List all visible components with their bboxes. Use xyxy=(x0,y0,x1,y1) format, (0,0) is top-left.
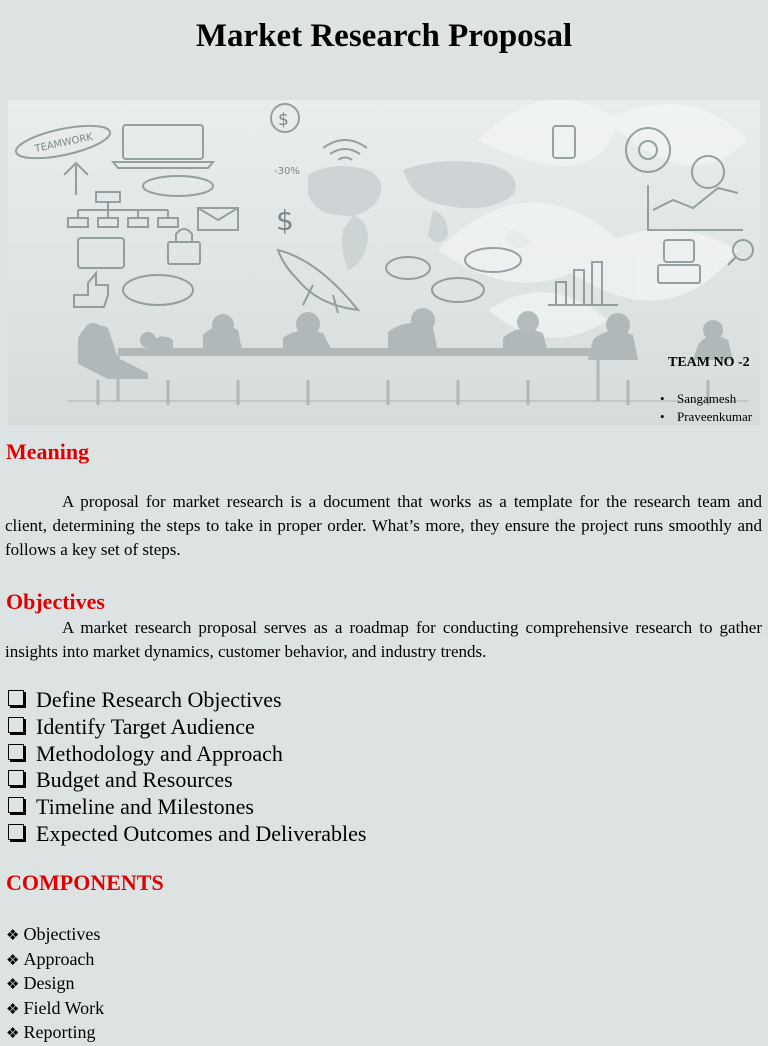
list-item-label: Budget and Resources xyxy=(36,767,233,793)
meaning-heading: Meaning xyxy=(6,439,90,464)
team-member-list xyxy=(660,390,752,426)
objectives-heading: Objectives xyxy=(6,589,105,614)
team-member: • Sangamesh xyxy=(660,390,752,408)
list-item xyxy=(6,1021,104,1046)
diamond-bullet-icon: ❖ xyxy=(6,950,20,969)
list-item xyxy=(6,972,104,997)
team-member: • Praveenkumar xyxy=(660,408,752,426)
objectives-paragraph: A market research proposal serves as a roadmap for conducting comprehensive research to gather insights into market dynamics, customer behavior, and industry trends. xyxy=(5,618,762,661)
checkbox-icon xyxy=(8,824,24,840)
page-title: Market Research Proposal xyxy=(195,18,573,54)
diamond-bullet-icon: ❖ xyxy=(6,975,20,993)
dollar-symbol-top: $ xyxy=(278,110,289,130)
list-item xyxy=(6,687,366,714)
components-list xyxy=(6,923,104,1046)
list-item xyxy=(6,794,366,821)
team-label: TEAM NO -2 xyxy=(668,355,750,370)
list-item xyxy=(6,821,366,848)
list-item xyxy=(6,741,366,768)
list-item xyxy=(6,923,104,948)
list-item-label: Expected Outcomes and Deliverables xyxy=(36,820,367,846)
dollar-symbol-large: $ xyxy=(276,204,294,237)
list-item xyxy=(6,997,104,1022)
diamond-bullet-icon: ❖ xyxy=(6,1024,20,1042)
checkbox-icon xyxy=(8,744,24,760)
diamond-bullet-icon: ❖ xyxy=(6,926,20,944)
objectives-checklist xyxy=(6,687,366,848)
checkbox-icon xyxy=(8,717,24,733)
sticker-text: TEAMWORK xyxy=(33,131,94,155)
checkbox-icon xyxy=(8,770,24,786)
hero-illustration xyxy=(8,100,760,425)
meaning-paragraph: A proposal for market research is a document that works as a template for the research team and client, determining the steps to take in proper order. What’s more, they ensure the project runs smoothly and follows a key set of steps. xyxy=(5,492,762,559)
list-item xyxy=(6,767,366,794)
checkbox-icon xyxy=(8,690,24,706)
list-item-label: Reporting xyxy=(23,1022,96,1042)
list-item xyxy=(6,714,366,741)
diamond-bullet-icon: ❖ xyxy=(6,999,20,1018)
list-item-label: Identify Target Audience xyxy=(36,713,255,739)
list-item-label: Approach xyxy=(23,948,95,969)
checkbox-icon xyxy=(8,797,24,813)
list-item xyxy=(6,948,104,973)
percent-label: -30% xyxy=(274,166,300,177)
list-item-label: Design xyxy=(23,973,75,993)
list-item-label: Objectives xyxy=(23,924,101,944)
list-item-label: Field Work xyxy=(23,997,105,1018)
list-item-label: Timeline and Milestones xyxy=(36,794,254,820)
list-item-label: Define Research Objectives xyxy=(36,687,282,712)
components-heading: COMPONENTS xyxy=(6,870,164,895)
list-item-label: Methodology and Approach xyxy=(36,740,283,766)
